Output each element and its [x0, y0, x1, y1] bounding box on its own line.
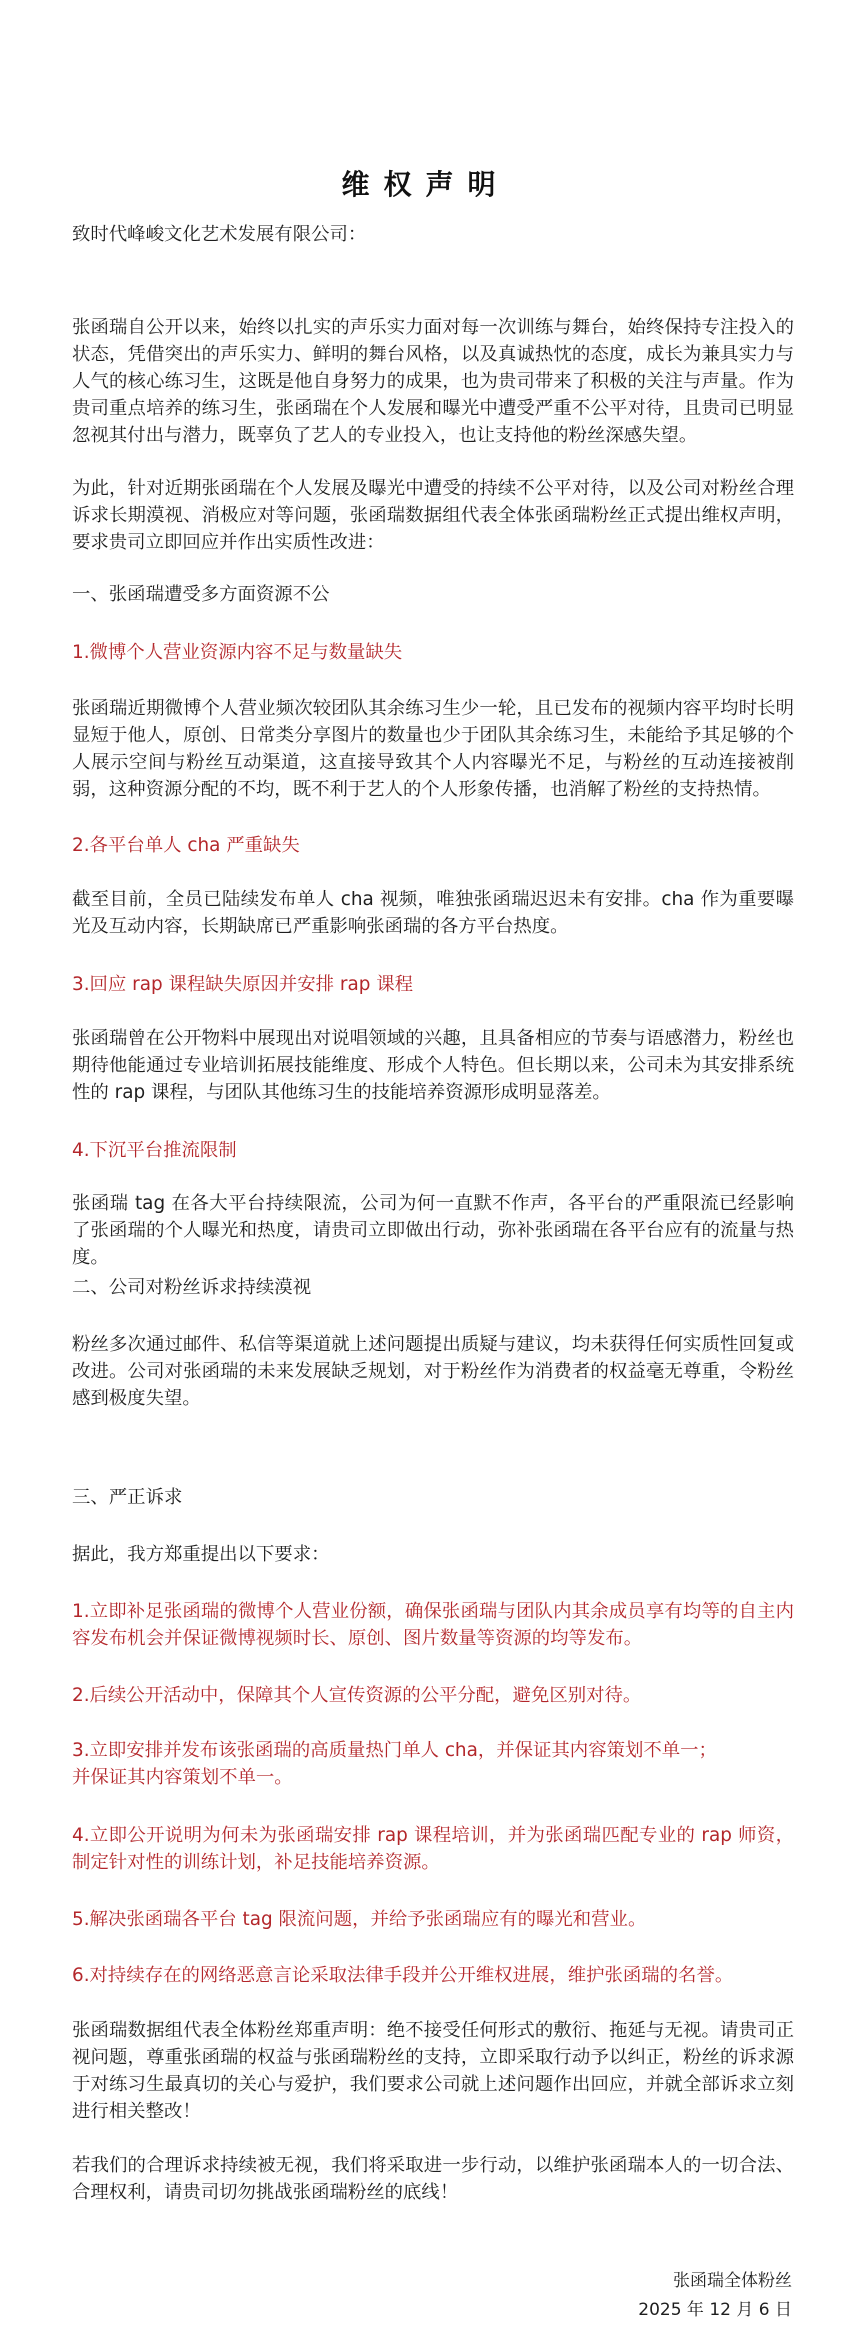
section3-heading: 三、严正诉求 [72, 1487, 183, 1508]
closing-paragraph-1: 张函瑞数据组代表全体粉丝郑重声明：绝不接受任何形式的敷衍、拖延与无视。请贵司正视问题，尊重张函瑞的权益与张函瑞粉丝的支持，立即采取行动予以纠正，粉丝的诉求源于对练习生最真切的关心与爱护，我们要求公司就上述问题作出回应，并就全部诉求立刻进行相关整改！ [72, 2020, 794, 2122]
issue-3-body: 张函瑞曾在公开物料中展现出对说唱领域的兴趣，且具备相应的节奏与语感潜力，粉丝也期待他能通过专业培训拓展技能维度、形成个人特色。但长期以来，公司未为其安排系统性的 rap 课程，与团队其他练习生的技能培养资源形成明显落差。 [72, 1028, 794, 1103]
section1-heading: 一、张函瑞遭受多方面资源不公 [72, 584, 330, 605]
issue-2-body: 截至目前，全员已陆续发布单人 cha 视频，唯独张函瑞迟迟未有安排。cha 作为重要曝光及互动内容，长期缺席已严重影响张函瑞的各方平台热度。 [72, 889, 794, 937]
demand-6: 6.对持续存在的网络恶意言论采取法律手段并公开维权进展，维护张函瑞的名誉。 [72, 1965, 734, 1986]
salutation: 致时代峰峻文化艺术发展有限公司： [72, 224, 367, 245]
issue-4-title: 4.下沉平台推流限制 [72, 1140, 237, 1161]
issue-3-title: 3.回应 rap 课程缺失原因并安排 rap 课程 [72, 974, 414, 995]
document-title: 维权声明 [341, 167, 510, 201]
signature-date: 2025 年 12 月 6 日 [638, 2300, 792, 2320]
intro-paragraph-1: 张函瑞自公开以来，始终以扎实的声乐实力面对每一次训练与舞台，始终保持专注投入的状态，凭借突出的声乐实力、鲜明的舞台风格，以及真诚热忱的态度，成长为兼具实力与人气的核心练习生，这既是他自身努力的成果，也为贵司带来了积极的关注与声量。作为贵司重点培养的练习生，张函瑞在个人发展和曝光中遭受严重不公平对待，且贵司已明显忽视其付出与潜力，既辜负了艺人的专业投入，也让支持他的粉丝深感失望。 [72, 317, 794, 446]
section2-body: 粉丝多次通过邮件、私信等渠道就上述问题提出质疑与建议，均未获得任何实质性回复或改进。公司对张函瑞的未来发展缺乏规划，对于粉丝作为消费者的权益毫无尊重，令粉丝感到极度失望。 [72, 1334, 794, 1409]
demand-1: 1.立即补足张函瑞的微博个人营业份额，确保张函瑞与团队内其余成员享有均等的自主内容发布机会并保证微博视频时长、原创、图片数量等资源的均等发布。 [72, 1601, 794, 1649]
intro-paragraph-2: 为此，针对近期张函瑞在个人发展及曝光中遭受的持续不公平对待，以及公司对粉丝合理诉求长期漠视、消极应对等问题，张函瑞数据组代表全体张函瑞粉丝正式提出维权声明，要求贵司立即回应并作出实质性改进： [72, 478, 794, 553]
demand-2: 2.后续公开活动中，保障其个人宣传资源的公平分配，避免区别对待。 [72, 1685, 642, 1706]
issue-1-body: 张函瑞近期微博个人营业频次较团队其余练习生少一轮，且已发布的视频内容平均时长明显短于他人，原创、日常类分享图片的数量也少于团队其余练习生，未能给予其足够的个人展示空间与粉丝互动渠道，这直接导致其个人内容曝光不足，与粉丝的互动连接被削弱，这种资源分配的不均，既不利于艺人的个人形象传播，也消解了粉丝的支持热情。 [72, 698, 794, 800]
section2-heading: 二、公司对粉丝诉求持续漠视 [72, 1277, 312, 1298]
issue-4-body: 张函瑞 tag 在各大平台持续限流，公司为何一直默不作声，各平台的严重限流已经影响了张函瑞的个人曝光和热度，请贵司立即做出行动，弥补张函瑞在各平台应有的流量与热度。 [72, 1193, 794, 1268]
demand-3: 3.立即安排并发布该张函瑞的高质量热门单人 cha，并保证其内容策划不单一； [72, 1740, 717, 1761]
issue-1-title: 1.微博个人营业资源内容不足与数量缺失 [72, 642, 403, 663]
issue-2-title: 2.各平台单人 cha 严重缺失 [72, 835, 300, 856]
signature-name: 张函瑞全体粉丝 [673, 2271, 792, 2291]
section3-lead: 据此，我方郑重提出以下要求： [72, 1544, 330, 1565]
demand-3-continued: 并保证其内容策划不单一。 [72, 1767, 293, 1788]
demand-5: 5.解决张函瑞各平台 tag 限流问题，并给予张函瑞应有的曝光和营业。 [72, 1909, 647, 1930]
demand-4: 4.立即公开说明为何未为张函瑞安排 rap 课程培训，并为张函瑞匹配专业的 rap 师资，制定针对性的训练计划，补足技能培养资源。 [72, 1825, 794, 1873]
closing-paragraph-2: 若我们的合理诉求持续被无视，我们将采取进一步行动，以维护张函瑞本人的一切合法、合理权利，请贵司切勿挑战张函瑞粉丝的底线！ [72, 2155, 794, 2203]
